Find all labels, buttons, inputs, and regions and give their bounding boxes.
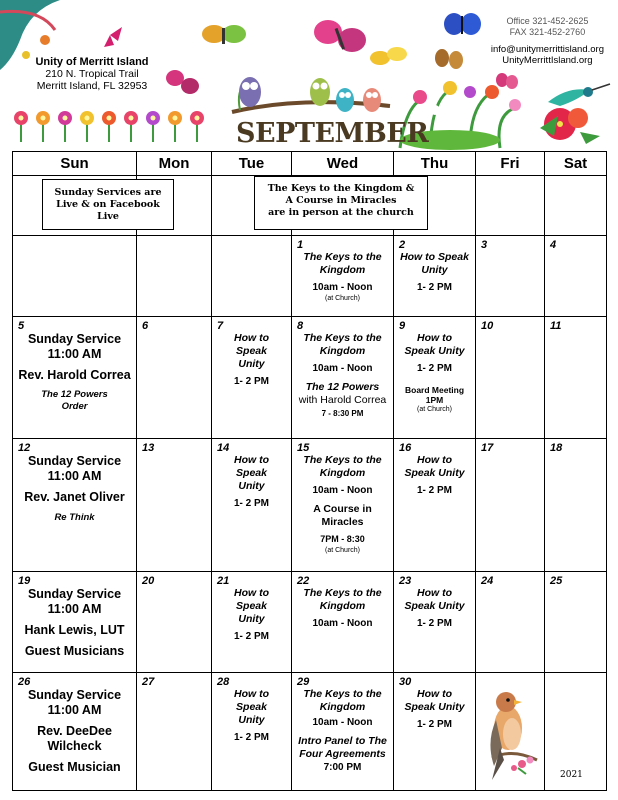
- event-time: 7 - 8:30 PM: [321, 409, 364, 418]
- day-cell: [212, 236, 292, 317]
- service-time: 11:00 AM: [47, 602, 102, 616]
- day-number: 27: [142, 676, 155, 688]
- day-number: 15: [297, 442, 310, 454]
- butterfly-icon: [444, 13, 481, 35]
- butterfly-icon: [202, 25, 246, 44]
- service-title: Sunday Service: [27, 332, 122, 346]
- day-number: 10: [481, 320, 494, 332]
- butterfly-icon: [370, 47, 407, 65]
- event-title: The Keys to the Kingdom: [303, 688, 382, 713]
- speaker: Rev. Janet Oliver: [24, 490, 125, 504]
- day-cell: [212, 673, 292, 791]
- in-person-note: The Keys to the Kingdom & A Course in Miracles are in person at the church: [254, 176, 428, 230]
- day-cell: [13, 572, 137, 673]
- day-cell: [545, 439, 607, 572]
- org-address-line2: Merritt Island, FL 32953: [36, 80, 148, 92]
- service-time: 11:00 AM: [47, 347, 102, 361]
- butterfly-icon: [496, 73, 518, 89]
- month-title: SEPTEMBER: [236, 118, 429, 149]
- day-cell: [137, 317, 212, 439]
- service-title: Sunday Service: [27, 454, 122, 468]
- day-cell: [476, 236, 545, 317]
- event-title: A Course in Miracles: [313, 503, 372, 528]
- day-cell: [394, 572, 476, 673]
- event-time: 10am - Noon: [312, 363, 373, 374]
- event-time: 1- 2 PM: [416, 719, 452, 730]
- weekday-wed: Wed: [292, 152, 394, 176]
- weekday-tue: Tue: [212, 152, 292, 176]
- sunday-live-note: Sunday Services are Live & on Facebook Live: [42, 179, 174, 230]
- day-cell: [394, 317, 476, 439]
- day-cell: [476, 439, 545, 572]
- day-cell: [13, 673, 137, 791]
- day-number: 2: [399, 239, 406, 251]
- year-label: 2021: [560, 770, 583, 780]
- day-number: 7: [217, 320, 224, 332]
- day-number: 16: [399, 442, 412, 454]
- event-title: How to Speak Unity: [234, 688, 269, 726]
- day-cell: [545, 572, 607, 673]
- day-number: 20: [142, 575, 155, 587]
- music-note: Guest Musicians: [24, 644, 125, 658]
- event-time: 7PM - 8:30: [320, 534, 365, 544]
- weekday-fri: Fri: [476, 152, 545, 176]
- day-number: 25: [550, 575, 563, 587]
- event-time: 7:00 PM: [323, 762, 362, 773]
- day-cell: [137, 673, 212, 791]
- bird-icon: [482, 688, 544, 784]
- day-cell: [137, 236, 212, 317]
- event-time: 10am - Noon: [312, 485, 373, 496]
- day-cell: [545, 236, 607, 317]
- day-number: 8: [297, 320, 304, 332]
- weekday-header-row: [13, 152, 607, 176]
- event-title: How to Speak Unity: [400, 251, 469, 276]
- event-title: How to Speak Unity: [404, 688, 465, 713]
- day-number: 6: [142, 320, 149, 332]
- event-title: How to Speak Unity: [234, 587, 269, 625]
- day-cell: [292, 673, 394, 791]
- event-title: How to Speak Unity: [234, 332, 269, 370]
- day-number: 30: [399, 676, 412, 688]
- day-number: 5: [18, 320, 25, 332]
- event-time: 1PM: [425, 395, 444, 405]
- day-cell: [394, 673, 476, 791]
- event-title: How to Speak Unity: [404, 332, 465, 357]
- day-number: 4: [550, 239, 557, 251]
- day-number: 13: [142, 442, 155, 454]
- event-time: 10am - Noon: [312, 717, 373, 728]
- event-title: The Keys to the Kingdom: [303, 587, 382, 612]
- event-time: 1- 2 PM: [416, 363, 452, 374]
- day-cell: [292, 572, 394, 673]
- event-time: 1- 2 PM: [233, 498, 269, 509]
- event-title: The Keys to the Kingdom: [303, 454, 382, 479]
- weekday-thu: Thu: [394, 152, 476, 176]
- event-location: (at Church): [324, 547, 360, 554]
- event-host: with Harold Correa: [298, 394, 387, 406]
- service-time: 11:00 AM: [47, 703, 102, 717]
- day-cell: [476, 572, 545, 673]
- event-time: 1- 2 PM: [233, 732, 269, 743]
- day-cell: [137, 439, 212, 572]
- event-title: Intro Panel to The Four Agreements: [298, 735, 387, 760]
- butterfly-icon: [435, 49, 463, 69]
- day-number: 21: [217, 575, 230, 587]
- day-cell: [292, 439, 394, 572]
- service-title: Sunday Service: [27, 688, 122, 702]
- day-cell: [545, 317, 607, 439]
- fax-number: FAX 321-452-2760: [509, 27, 586, 37]
- organization-info: [12, 56, 172, 92]
- day-cell: [212, 572, 292, 673]
- event-time: 1- 2 PM: [233, 376, 269, 387]
- weekday-mon: Mon: [137, 152, 212, 176]
- contact-info: [491, 16, 604, 66]
- event-time: 1- 2 PM: [233, 631, 269, 642]
- day-number: 23: [399, 575, 412, 587]
- service-time: 11:00 AM: [47, 469, 102, 483]
- day-cell: [212, 439, 292, 572]
- org-name: Unity of Merritt Island: [35, 56, 149, 68]
- music-note: Guest Musician: [28, 760, 121, 774]
- org-address-line1: 210 N. Tropical Trail: [45, 68, 139, 80]
- day-cell: [394, 439, 476, 572]
- event-location: (at Church): [324, 295, 360, 302]
- day-cell: [13, 317, 137, 439]
- event-title: The Keys to the Kingdom: [303, 332, 382, 357]
- event-time: 10am - Noon: [312, 282, 373, 293]
- event-time: 1- 2 PM: [416, 618, 452, 629]
- week-row: [13, 317, 607, 439]
- week-row: [13, 572, 607, 673]
- day-cell: [137, 572, 212, 673]
- hummingbird-icon: [540, 84, 610, 144]
- day-number: 26: [18, 676, 31, 688]
- day-cell: [13, 236, 137, 317]
- owl-icon: [232, 77, 390, 112]
- speaker: Hank Lewis, LUT: [24, 623, 125, 637]
- event-title: How to Speak Unity: [404, 587, 465, 612]
- event-time: 1- 2 PM: [416, 485, 452, 496]
- event-title: The 12 Powers: [305, 381, 380, 393]
- day-number: 9: [399, 320, 406, 332]
- event-title: How to Speak Unity: [404, 454, 465, 479]
- butterfly-icon: [314, 20, 366, 52]
- sermon-topic: Re Think: [54, 512, 95, 523]
- day-number: 12: [18, 442, 31, 454]
- day-cell: [292, 236, 394, 317]
- day-number: 24: [481, 575, 494, 587]
- day-cell: [476, 317, 545, 439]
- weekday-sun: Sun: [13, 152, 137, 176]
- event-time: 10am - Noon: [312, 618, 373, 629]
- service-title: Sunday Service: [27, 587, 122, 601]
- day-number: 19: [18, 575, 31, 587]
- day-number: 18: [550, 442, 563, 454]
- day-number: 3: [481, 239, 488, 251]
- day-number: 22: [297, 575, 310, 587]
- sermon-topic: The 12 Powers Order: [41, 389, 108, 412]
- butterfly-icon: [104, 27, 122, 47]
- week-row: [13, 236, 607, 317]
- event-time: 1- 2 PM: [416, 282, 452, 293]
- flower-icon: [12, 108, 217, 144]
- event-title: How to Speak Unity: [234, 454, 269, 492]
- week-row: [13, 439, 607, 572]
- day-number: 28: [217, 676, 230, 688]
- day-cell: [394, 236, 476, 317]
- event-title: The Keys to the Kingdom: [303, 251, 382, 276]
- speaker: Rev. Harold Correa: [18, 368, 131, 382]
- event-location: (at Church): [416, 406, 452, 413]
- weekday-sat: Sat: [545, 152, 607, 176]
- day-number: 14: [217, 442, 230, 454]
- day-number: 1: [297, 239, 304, 251]
- day-number: 17: [481, 442, 494, 454]
- day-cell: [212, 317, 292, 439]
- speaker: Rev. DeeDee Wilcheck: [37, 724, 112, 753]
- event-title: Board Meeting: [404, 385, 465, 395]
- office-phone: Office 321-452-2625: [506, 16, 589, 26]
- day-number: 29: [297, 676, 310, 688]
- day-cell: [13, 439, 137, 572]
- day-cell: [292, 317, 394, 439]
- day-number: 11: [550, 320, 562, 332]
- email-address: info@unitymerrittisland.org: [490, 44, 604, 55]
- website: UnityMerrittIsland.org: [502, 55, 593, 66]
